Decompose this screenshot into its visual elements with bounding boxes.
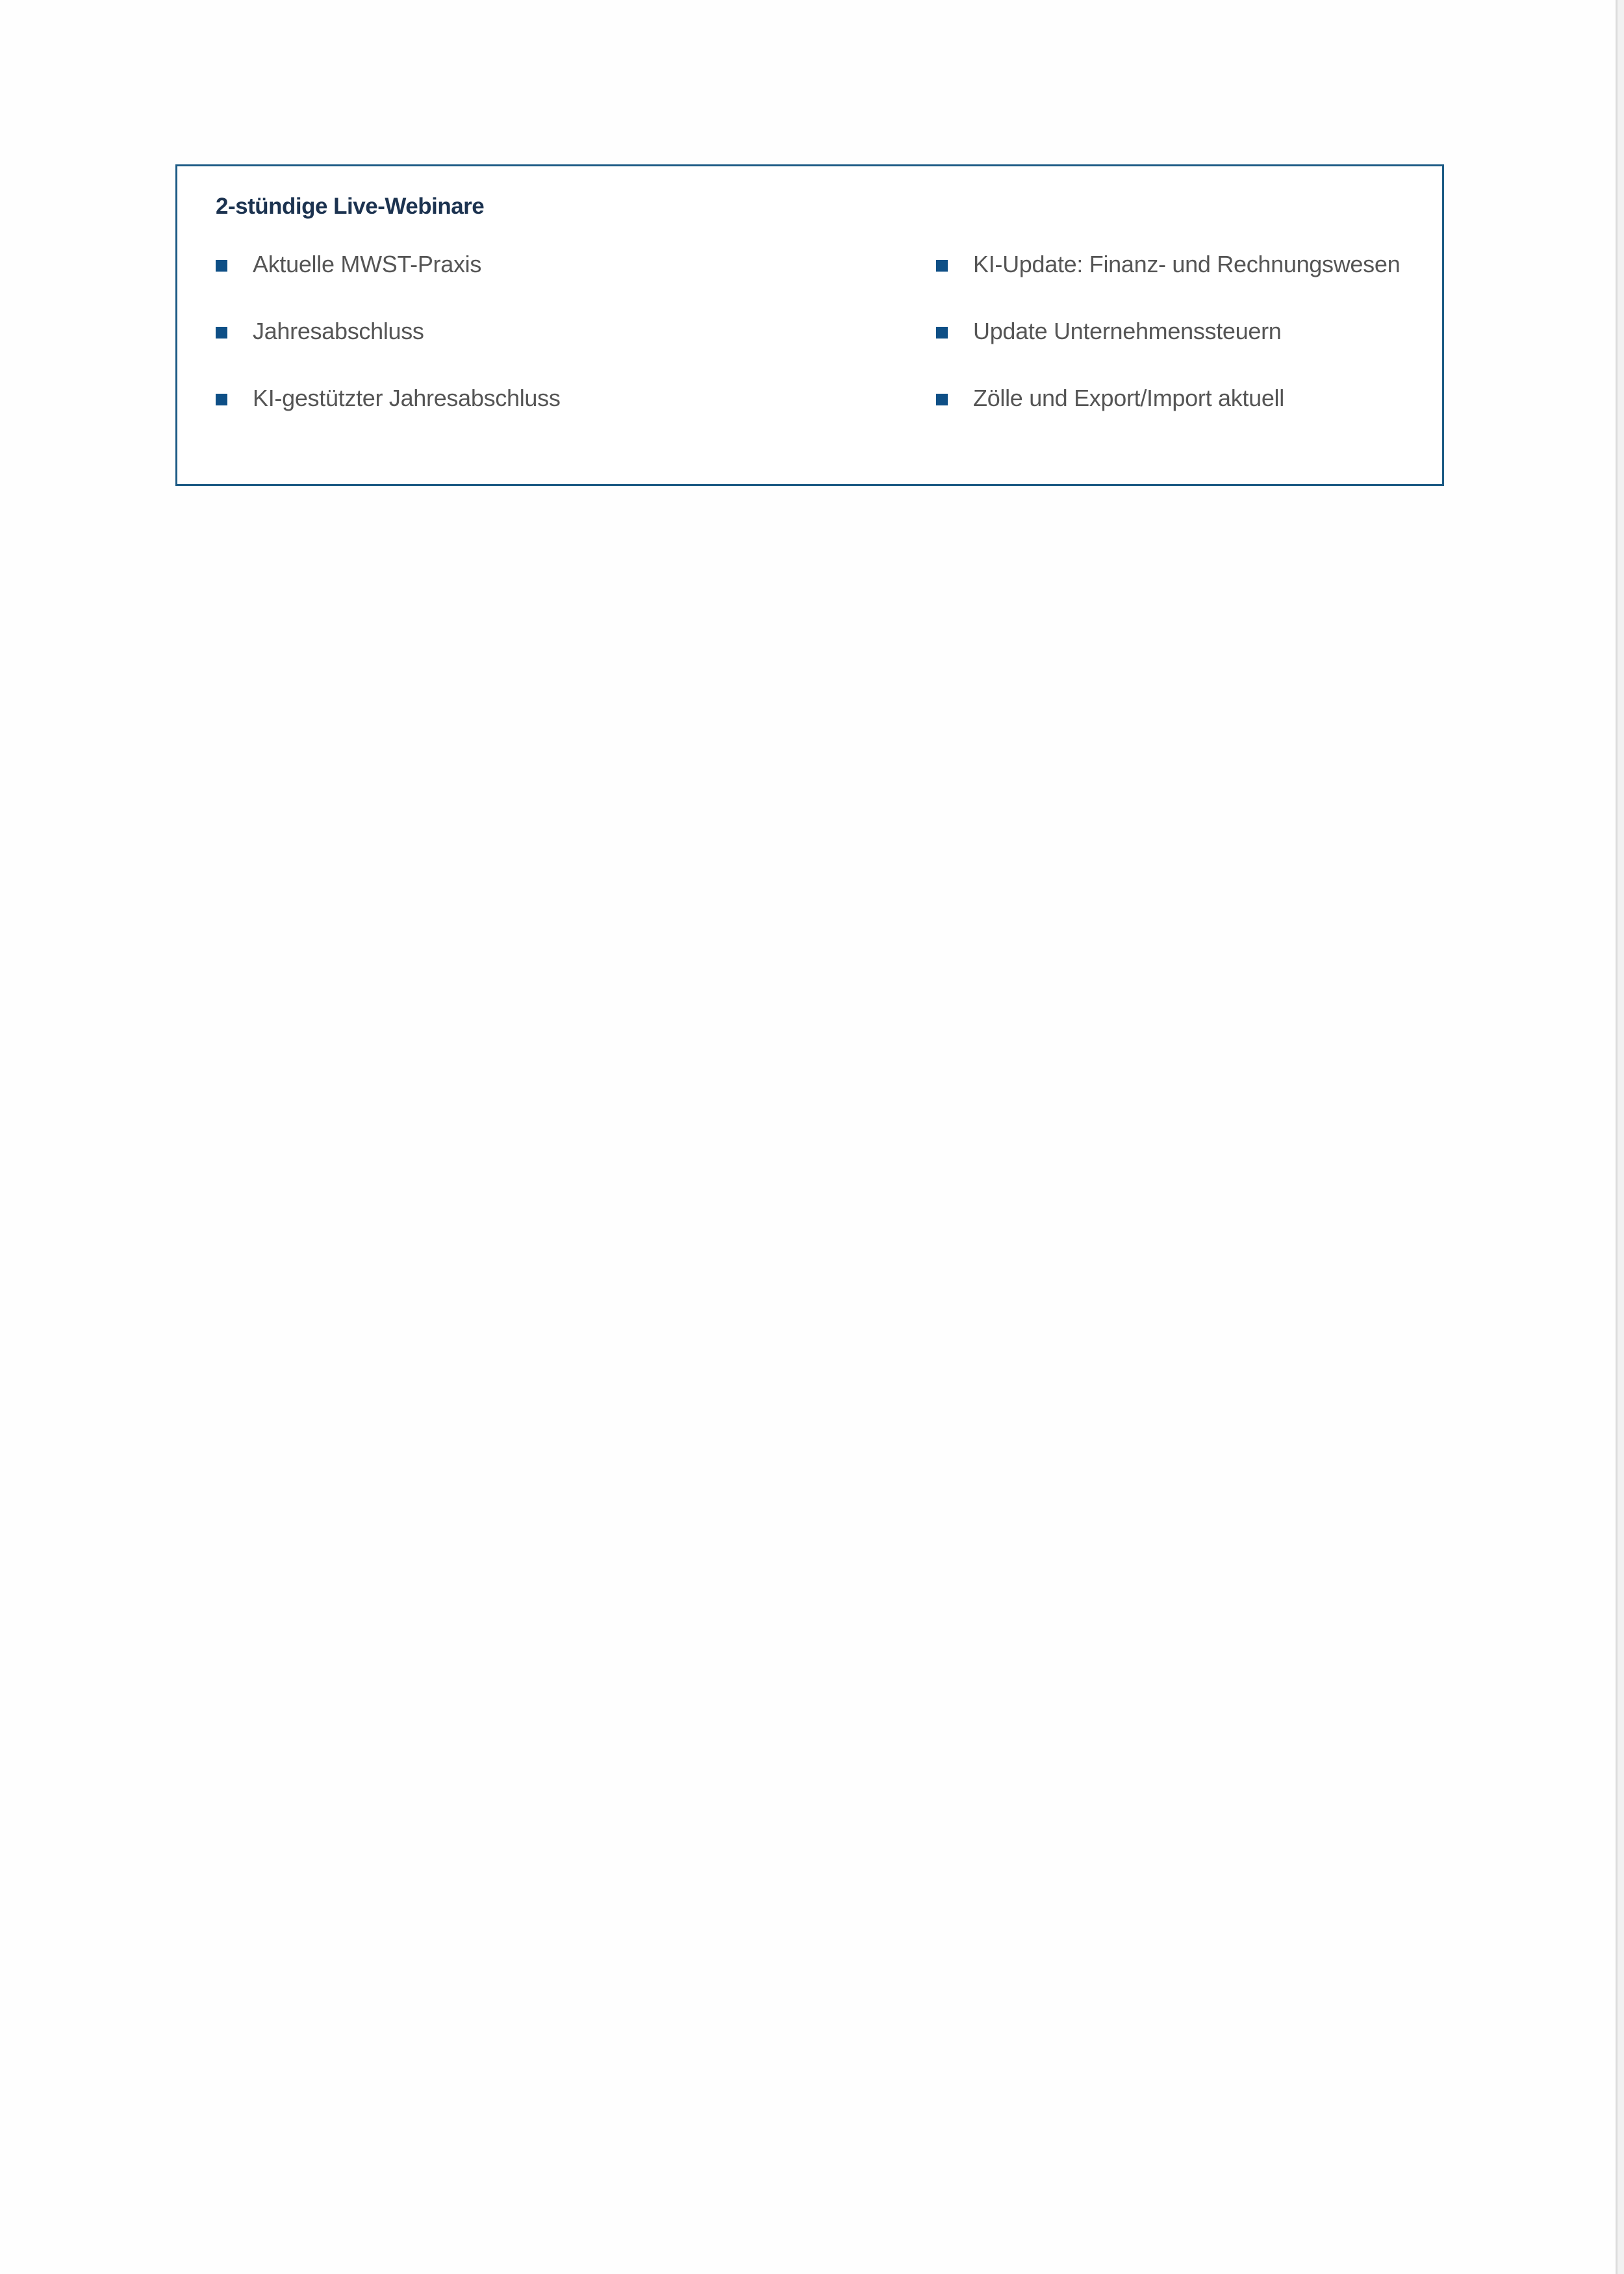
- list-item-label: Jahresabschluss: [253, 318, 424, 344]
- list-item-label: KI-gestützter Jahresabschluss: [253, 385, 561, 411]
- list-item-label: Aktuelle MWST-Praxis: [253, 251, 482, 277]
- page-edge: [1616, 0, 1624, 2274]
- box-title: 2-stündige Live-Webinare: [216, 194, 485, 219]
- list-item-label: Update Unternehmenssteuern: [973, 318, 1282, 344]
- square-bullet-icon: [936, 260, 948, 272]
- webinar-info-box: [175, 164, 1444, 486]
- square-bullet-icon: [936, 327, 948, 339]
- square-bullet-icon: [216, 394, 227, 405]
- list-item-label: Zölle und Export/Import aktuell: [973, 385, 1284, 411]
- square-bullet-icon: [936, 394, 948, 405]
- list-item-label: KI-Update: Finanz- und Rechnungswesen: [973, 251, 1401, 277]
- square-bullet-icon: [216, 327, 227, 339]
- square-bullet-icon: [216, 260, 227, 272]
